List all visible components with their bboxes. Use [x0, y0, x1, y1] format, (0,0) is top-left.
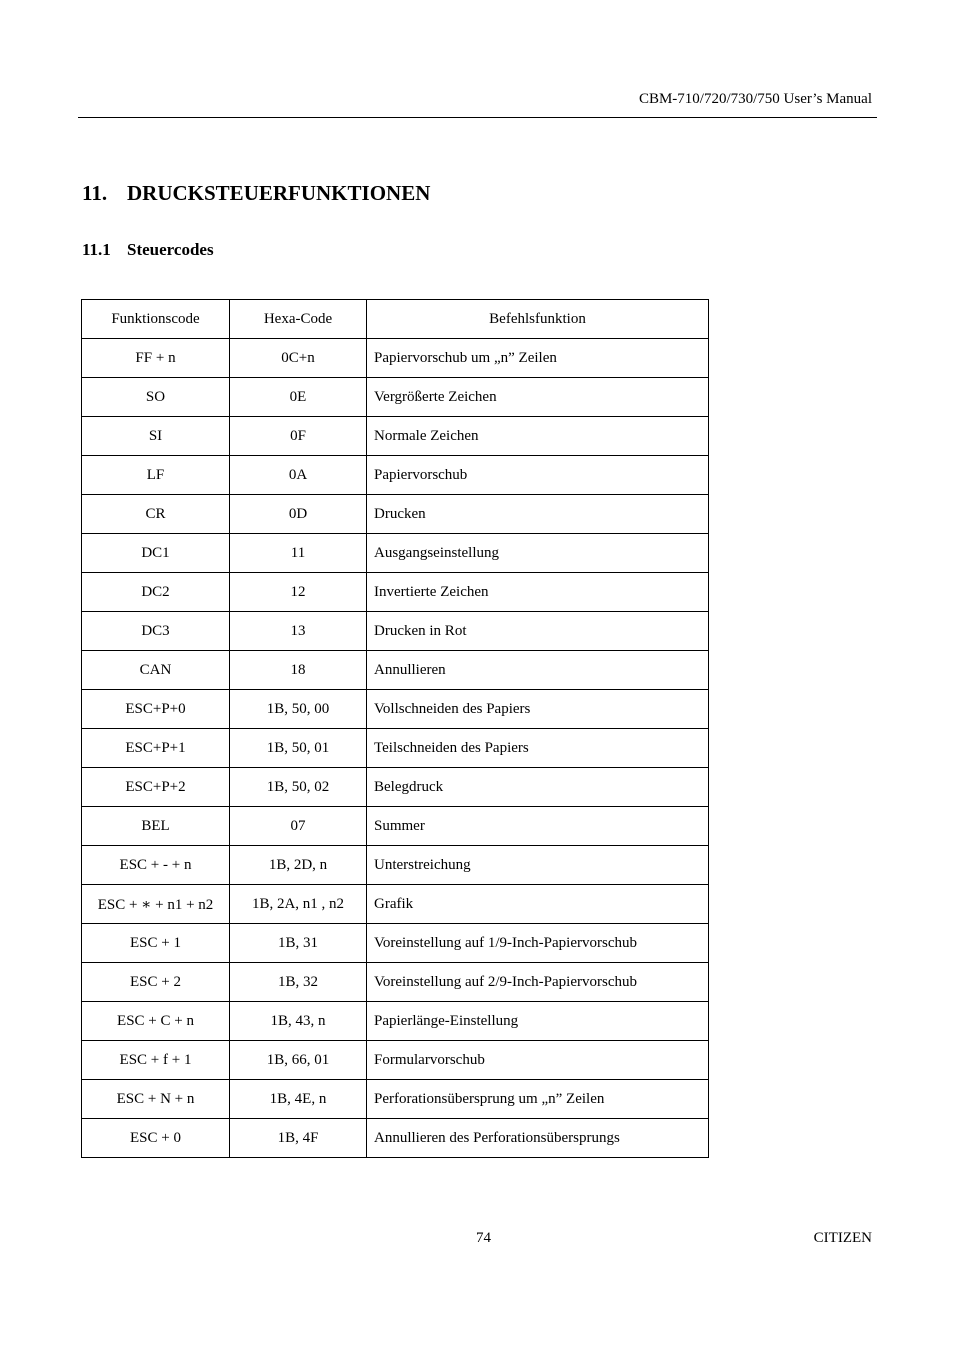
hex-code-cell: 1B, 2A, n1 , n2 [230, 885, 367, 924]
table-row [82, 1002, 709, 1041]
command-function-cell: Drucken in Rot [367, 612, 709, 651]
table-row [82, 807, 709, 846]
table-row [82, 1041, 709, 1080]
hex-code-cell: 12 [230, 573, 367, 612]
table-row [82, 339, 709, 378]
function-code-cell: ESC + 2 [82, 963, 230, 1002]
control-codes-table [81, 299, 709, 1158]
hex-code-cell: 13 [230, 612, 367, 651]
table-row [82, 924, 709, 963]
function-code-cell: DC1 [82, 534, 230, 573]
function-code-cell: ESC + - + n [82, 846, 230, 885]
function-code-cell: DC2 [82, 573, 230, 612]
table-row [82, 885, 709, 924]
running-header: CBM-710/720/730/750 User’s Manual [638, 91, 872, 107]
command-function-cell: Belegdruck [367, 768, 709, 807]
function-code-cell: ESC + C + n [82, 1002, 230, 1041]
command-function-cell: Vollschneiden des Papiers [367, 690, 709, 729]
function-code-cell: ESC + N + n [82, 1080, 230, 1119]
function-code-cell: ESC + ∗ + n1 + n2 [82, 885, 230, 924]
page-number: 74 [476, 1230, 491, 1246]
hex-code-cell: 1B, 4F [230, 1119, 367, 1158]
section-heading [82, 240, 214, 260]
function-code-cell: ESC+P+2 [82, 768, 230, 807]
function-code-cell: ESC+P+1 [82, 729, 230, 768]
table-row [82, 729, 709, 768]
table-row [82, 651, 709, 690]
function-code-cell: FF + n [82, 339, 230, 378]
table-row [82, 846, 709, 885]
table-row [82, 534, 709, 573]
hex-code-cell: 1B, 50, 01 [230, 729, 367, 768]
command-function-cell: Voreinstellung auf 2/9-Inch-Papiervorschub [367, 963, 709, 1002]
table-row [82, 1080, 709, 1119]
command-function-cell: Annullieren [367, 651, 709, 690]
function-code-cell: SO [82, 378, 230, 417]
command-function-cell: Invertierte Zeichen [367, 573, 709, 612]
column-header-funktionscode: Funktionscode [82, 300, 230, 339]
column-header-befehlsfunktion: Befehlsfunktion [367, 300, 709, 339]
table-row [82, 573, 709, 612]
hex-code-cell: 18 [230, 651, 367, 690]
header-divider [78, 117, 877, 118]
table-row [82, 690, 709, 729]
section-number: 11.1 [82, 240, 111, 259]
table-row [82, 378, 709, 417]
function-code-cell: CAN [82, 651, 230, 690]
hex-code-cell: 1B, 43, n [230, 1002, 367, 1041]
hex-code-cell: 0E [230, 378, 367, 417]
hex-code-cell: 0F [230, 417, 367, 456]
command-function-cell: Summer [367, 807, 709, 846]
command-function-cell: Drucken [367, 495, 709, 534]
command-function-cell: Voreinstellung auf 1/9-Inch-Papiervorschub [367, 924, 709, 963]
hex-code-cell: 0C+n [230, 339, 367, 378]
function-code-cell: SI [82, 417, 230, 456]
function-code-cell: ESC + f + 1 [82, 1041, 230, 1080]
hex-code-cell: 1B, 66, 01 [230, 1041, 367, 1080]
function-code-cell: ESC + 0 [82, 1119, 230, 1158]
chapter-heading [82, 181, 430, 206]
hex-code-cell: 1B, 2D, n [230, 846, 367, 885]
hex-code-cell: 1B, 4E, n [230, 1080, 367, 1119]
function-code-cell: LF [82, 456, 230, 495]
command-function-cell: Annullieren des Perforationsübersprungs [367, 1119, 709, 1158]
hex-code-cell: 0A [230, 456, 367, 495]
table-row [82, 1119, 709, 1158]
hex-code-cell: 1B, 50, 02 [230, 768, 367, 807]
hex-code-cell: 1B, 50, 00 [230, 690, 367, 729]
table-row [82, 768, 709, 807]
command-function-cell: Grafik [367, 885, 709, 924]
command-function-cell: Unterstreichung [367, 846, 709, 885]
chapter-title: DRUCKSTEUERFUNKTIONEN [127, 181, 431, 205]
command-function-cell: Papierlänge-Einstellung [367, 1002, 709, 1041]
table-row [82, 495, 709, 534]
column-header-hexa-code: Hexa-Code [230, 300, 367, 339]
hex-code-cell: 1B, 32 [230, 963, 367, 1002]
function-code-cell: DC3 [82, 612, 230, 651]
table-header-row [82, 300, 709, 339]
table-row [82, 456, 709, 495]
chapter-number: 11. [82, 181, 108, 205]
footer-brand: CITIZEN [813, 1230, 872, 1246]
command-function-cell: Teilschneiden des Papiers [367, 729, 709, 768]
command-function-cell: Papiervorschub [367, 456, 709, 495]
table-row [82, 612, 709, 651]
hex-code-cell: 11 [230, 534, 367, 573]
section-title: Steuercodes [127, 240, 214, 259]
hex-code-cell: 07 [230, 807, 367, 846]
table-row [82, 417, 709, 456]
function-code-cell: ESC+P+0 [82, 690, 230, 729]
function-code-cell: BEL [82, 807, 230, 846]
function-code-cell: CR [82, 495, 230, 534]
command-function-cell: Normale Zeichen [367, 417, 709, 456]
hex-code-cell: 0D [230, 495, 367, 534]
command-function-cell: Ausgangseinstellung [367, 534, 709, 573]
command-function-cell: Papiervorschub um „n” Zeilen [367, 339, 709, 378]
command-function-cell: Formularvorschub [367, 1041, 709, 1080]
control-codes-table-body [82, 300, 709, 1158]
function-code-cell: ESC + 1 [82, 924, 230, 963]
command-function-cell: Perforationsübersprung um „n” Zeilen [367, 1080, 709, 1119]
hex-code-cell: 1B, 31 [230, 924, 367, 963]
command-function-cell: Vergrößerte Zeichen [367, 378, 709, 417]
table-row [82, 963, 709, 1002]
